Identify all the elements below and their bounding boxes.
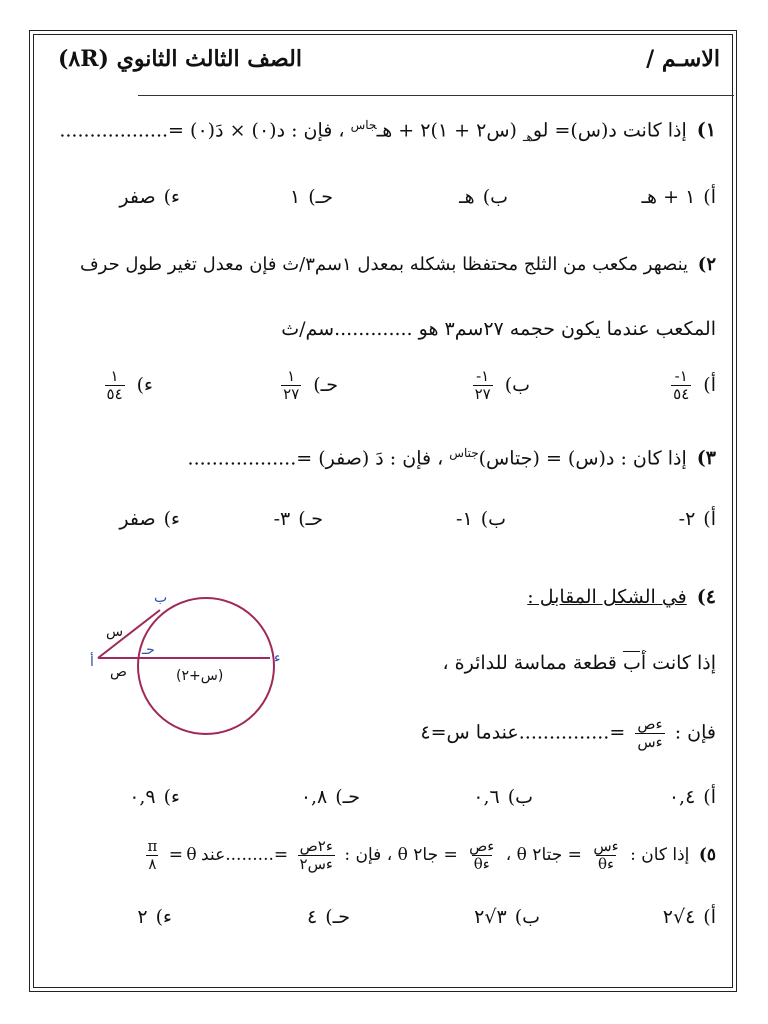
option-letter: ء) [163, 508, 180, 530]
option-letter: ء) [155, 906, 172, 928]
fraction-4 [145, 838, 159, 873]
label-chord: (س+٢) [176, 668, 224, 684]
question-text: إذا كان : د(س) = (جتاس) [478, 447, 687, 470]
option-letter: أ) [703, 373, 716, 396]
denominator: ءθ [597, 855, 615, 873]
question-text: ، فإن : دَ (صفر) =.................. [187, 447, 444, 470]
question-title: في الشكل المقابل : [527, 586, 687, 608]
question-4-title [527, 586, 716, 608]
label-a: أ [90, 654, 94, 670]
denominator: ٢٧ [283, 385, 300, 403]
option-fraction [281, 368, 301, 403]
student-name-label: الاسـم / [646, 46, 720, 72]
denominator: ءس [637, 733, 663, 751]
question-text: فإن : [674, 721, 716, 744]
option-5d[interactable] [137, 906, 172, 928]
option-letter: أ) [703, 906, 716, 928]
option-value: ١- [456, 508, 473, 530]
option-4a[interactable] [669, 786, 716, 808]
option-1b[interactable] [459, 186, 508, 208]
question-text: ، فإن : د(٠) × دَ(٠) =.................. [59, 119, 345, 142]
numerator: ءص [469, 837, 495, 855]
option-value: هـ [459, 186, 475, 208]
denominator: ٢٧ [474, 385, 491, 403]
option-letter: حـ) [325, 906, 350, 928]
question-2-line2: المكعب عندما يكون حجمه ٢٧سم٣ هو .............سم/ث [281, 318, 716, 340]
question-2 [80, 254, 716, 275]
question-5 [141, 838, 716, 873]
option-fraction [671, 368, 691, 403]
numerator: ء٢ص [299, 837, 333, 855]
derivative-fraction [635, 716, 664, 751]
option-letter: ء) [136, 373, 153, 396]
circle-shape [138, 598, 274, 734]
option-2d[interactable] [101, 368, 153, 403]
question-number: ٥) [698, 845, 716, 865]
option-letter: حـ) [298, 508, 323, 530]
option-2c[interactable] [277, 368, 338, 403]
numerator: ءس [593, 837, 619, 855]
option-value: صفر [119, 186, 156, 208]
option-value: ٠,٦ [473, 786, 500, 808]
option-letter: ب) [504, 373, 530, 396]
question-3 [188, 446, 716, 469]
option-value: صفر [119, 508, 156, 530]
option-letter: ب) [482, 186, 508, 208]
option-value: ٣- [273, 508, 291, 530]
option-1a[interactable] [641, 186, 716, 208]
question-text: إذا كان : [630, 845, 690, 865]
option-1d[interactable] [119, 186, 180, 208]
question-number: ٤) [696, 586, 716, 608]
option-letter: ب) [507, 786, 533, 808]
option-value: ١ + هـ [641, 186, 696, 208]
question-number: ٢) [697, 254, 716, 275]
numerator: ءص [637, 715, 663, 733]
question-text: (س٢ + ١)٢ + هـ [376, 119, 517, 142]
option-letter: حـ) [308, 186, 333, 208]
option-4b[interactable] [473, 786, 533, 808]
option-4d[interactable] [129, 786, 180, 808]
option-letter: ء) [163, 186, 180, 208]
option-2a[interactable] [667, 368, 716, 403]
option-value: ٢ [137, 906, 148, 928]
numerator: ١- [476, 367, 490, 385]
option-value: ٤ [307, 906, 318, 928]
grade-title: الصف الثالث الثانوي [116, 46, 302, 72]
numerator: ١ [287, 367, 296, 385]
question-4-line1 [443, 652, 717, 674]
header-divider [138, 95, 734, 96]
exam-header [58, 46, 302, 72]
question-number: ٣) [696, 447, 716, 470]
numerator: ١ [110, 367, 119, 385]
log-base: هـ [522, 130, 533, 145]
option-letter: أ) [703, 186, 716, 208]
label-h: حـ [142, 642, 155, 658]
option-3c[interactable] [274, 508, 323, 530]
option-letter: حـ) [313, 373, 338, 396]
denominator: ءس٢ [299, 855, 333, 873]
option-letter: ب) [480, 508, 506, 530]
option-value: ٠,٨ [300, 786, 328, 808]
question-text: إذا كانت [652, 652, 716, 674]
denominator: ٥٤ [673, 385, 690, 403]
option-fraction [105, 368, 125, 403]
tangent-segment: أب [622, 652, 647, 674]
option-3d[interactable] [119, 508, 180, 530]
fraction-3 [298, 838, 335, 873]
question-text: =.........عند θ = [168, 845, 289, 865]
option-2b[interactable] [469, 368, 530, 403]
option-letter: أ) [703, 786, 716, 808]
option-1c[interactable] [290, 186, 333, 208]
exam-code: (٨R) [58, 46, 109, 72]
question-text: = جا٢ θ ، فإن : [344, 845, 458, 865]
question-text: ينصهر مكعب من الثلج محتفظا بشكله بمعدل ١سم٣/ث فإن معدل تغير طول حرف [79, 254, 689, 275]
exponent: جاس [350, 118, 377, 132]
option-5a[interactable] [663, 906, 716, 928]
question-text: قطعة مماسة للدائرة ، [442, 652, 617, 674]
circle-tangent-figure [88, 580, 288, 760]
exponent: جتاس [449, 446, 479, 460]
denominator: ءθ [473, 855, 490, 873]
label-b: ب [154, 590, 168, 606]
option-value: ١ [290, 186, 301, 208]
option-value: ٢- [678, 508, 696, 530]
option-3b[interactable] [456, 508, 506, 530]
label-sad: ص [110, 664, 127, 680]
question-number: ١) [696, 119, 716, 142]
numerator: π [147, 837, 158, 855]
option-5b[interactable] [474, 906, 540, 928]
question-4-line2 [420, 716, 716, 751]
denominator: ٨ [148, 855, 157, 873]
fraction-1 [591, 838, 620, 873]
option-value: ٠,٩ [129, 786, 156, 808]
numerator: ١- [674, 367, 688, 385]
option-5c[interactable] [307, 906, 350, 928]
question-text: إذا كانت د(س)= لو [532, 119, 687, 142]
option-letter: أ) [703, 508, 716, 530]
option-value: ٠,٤ [668, 786, 696, 808]
option-value: ٤√٢ [662, 906, 696, 928]
question-text: = جتا٢ θ ، [505, 845, 582, 865]
option-value: ٣√٢ [474, 906, 507, 928]
option-letter: ء) [163, 786, 180, 808]
option-4c[interactable] [301, 786, 360, 808]
denominator: ٥٤ [106, 385, 123, 403]
label-d: ء [274, 650, 281, 666]
fraction-2 [467, 838, 496, 873]
option-letter: حـ) [335, 786, 360, 808]
option-fraction [473, 368, 493, 403]
label-s: س [106, 624, 124, 640]
question-1 [59, 118, 716, 144]
option-3a[interactable] [679, 508, 716, 530]
option-letter: ب) [514, 906, 540, 928]
question-text: =...............عندما س=٤ [420, 721, 626, 744]
